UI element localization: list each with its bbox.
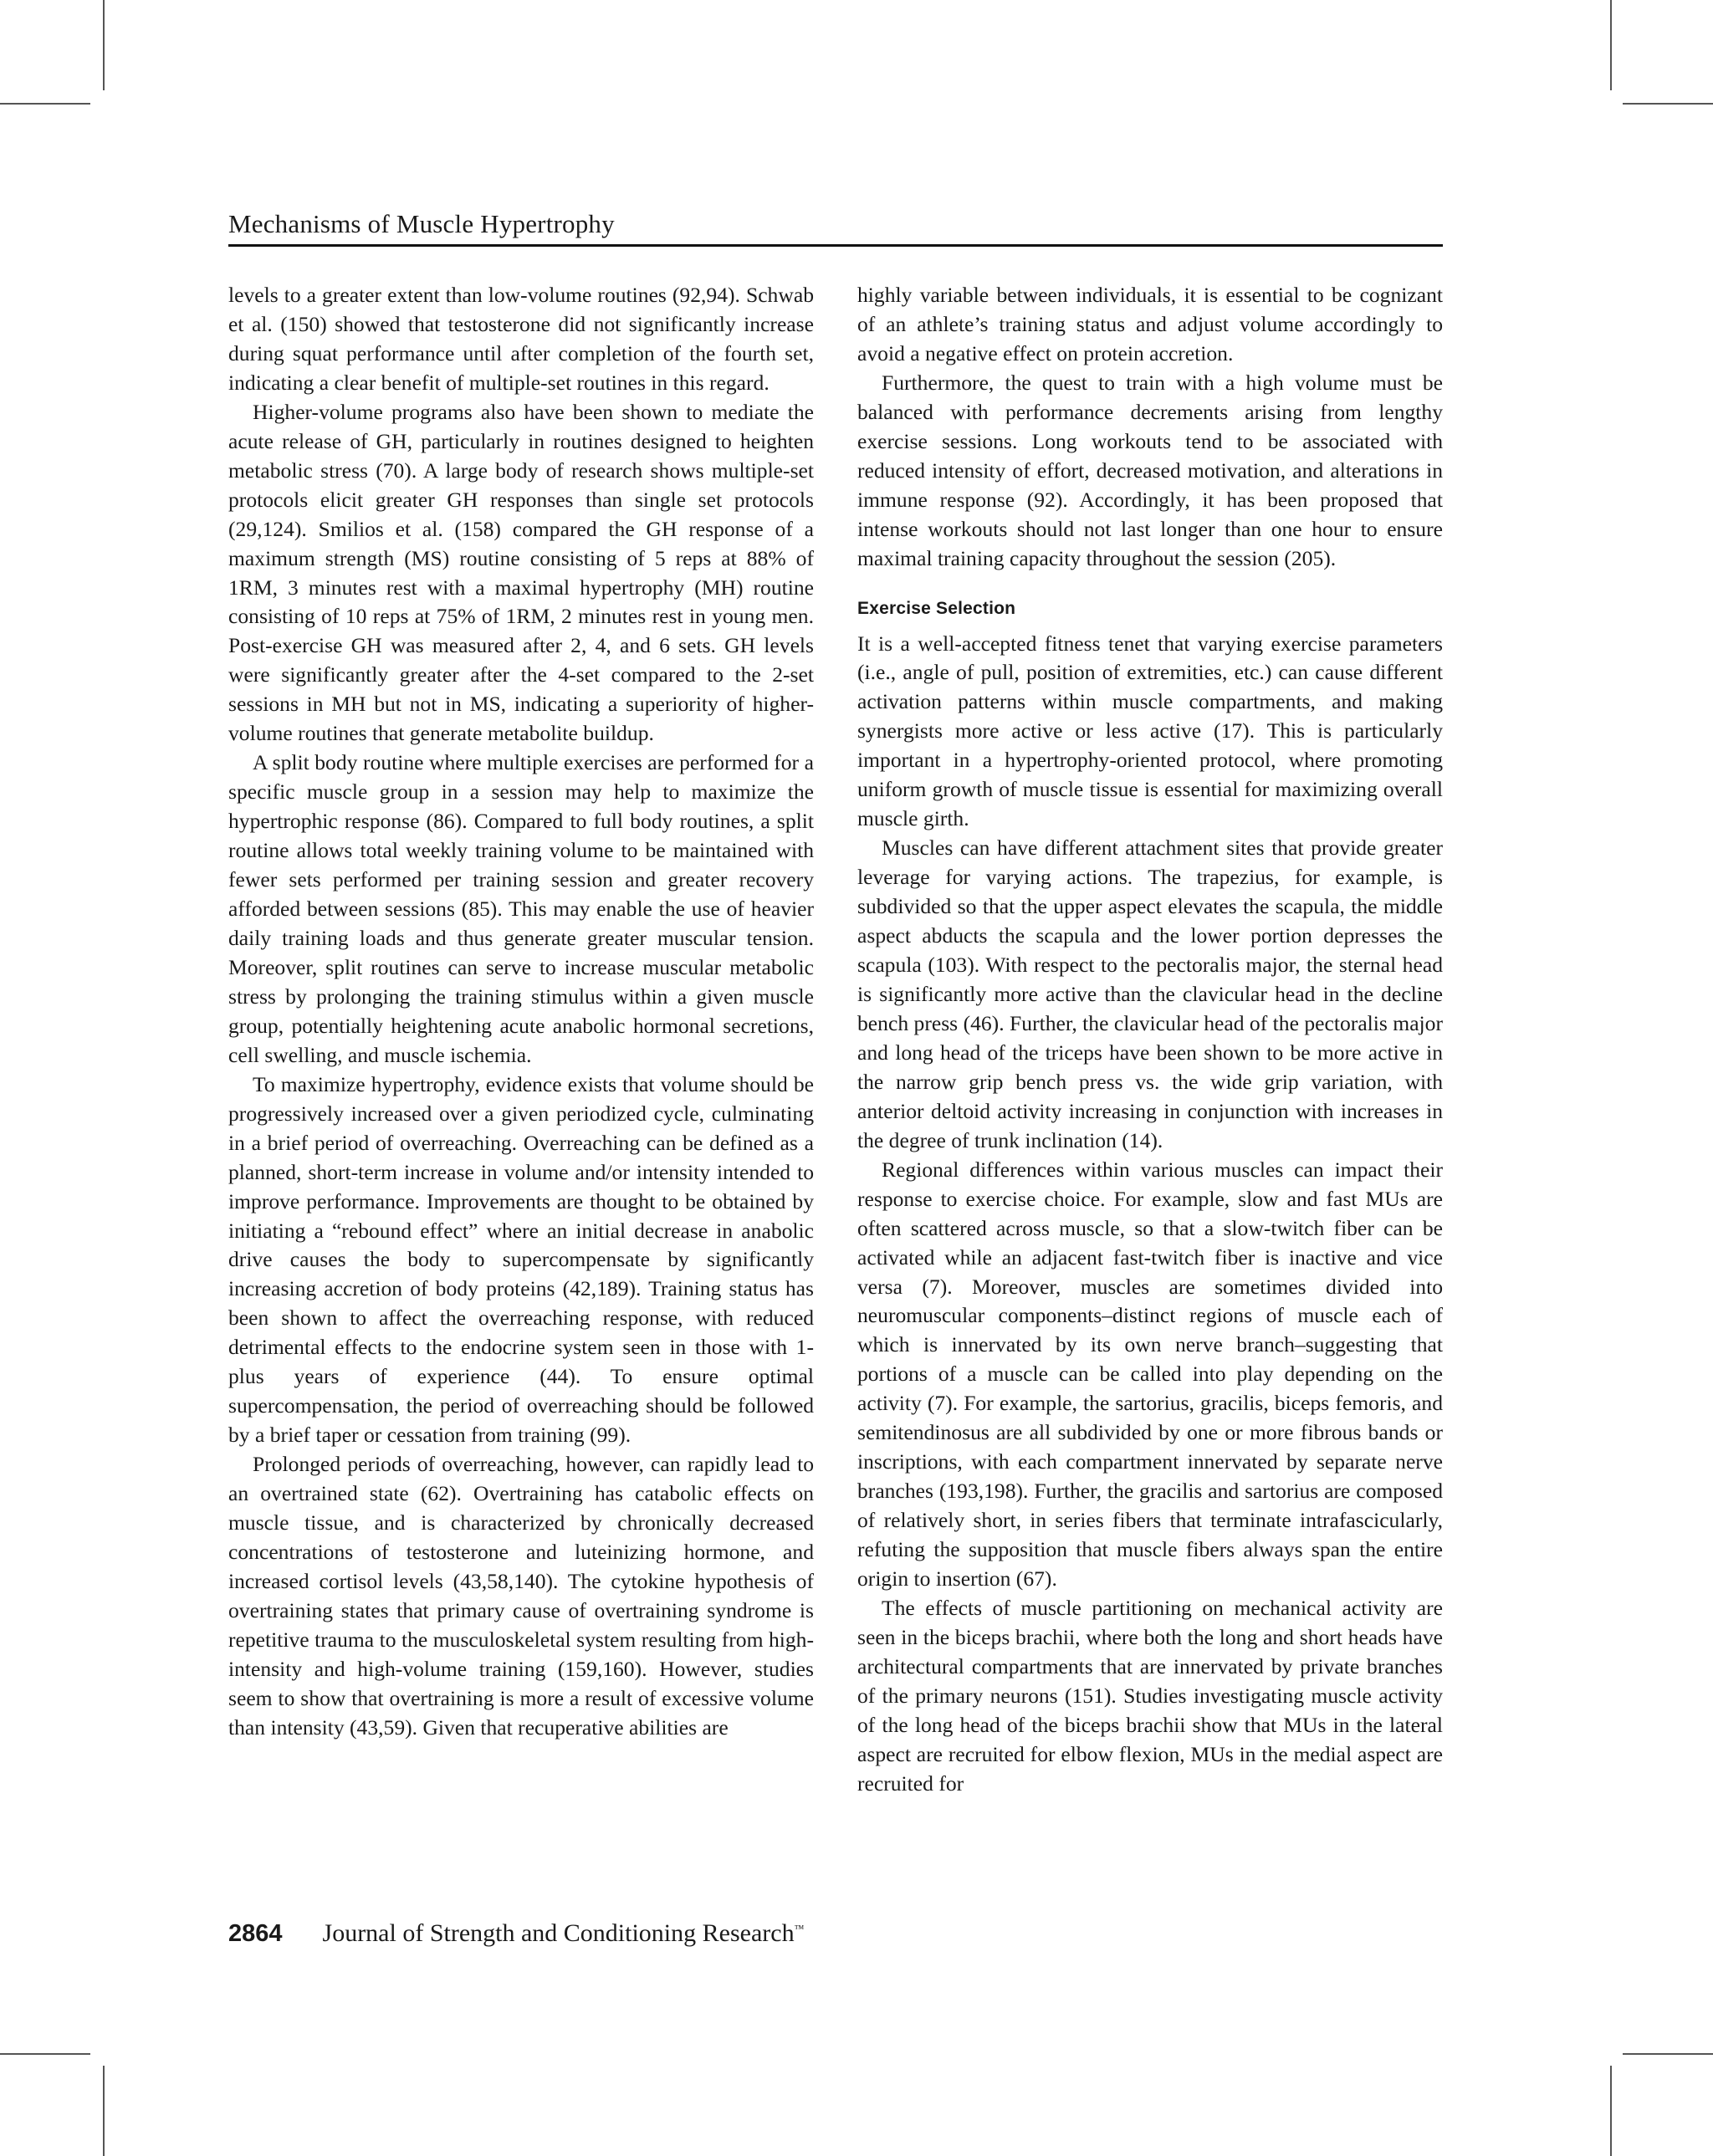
running-head: Mechanisms of Muscle Hypertrophy xyxy=(228,209,615,238)
crop-mark xyxy=(103,2066,105,2156)
crop-mark xyxy=(1623,2053,1713,2055)
paragraph: Furthermore, the quest to train with a high volume must be balanced with performance decrements arising from lengthy exercise sessions. Long workouts tend to be associated with reduced intensity of effort, decreased motivation, and alterations in immune response (92). Accordingly, it has been proposed that intense workouts should not last longer than one hour to ensure maximal training capacity throughout the session (205). xyxy=(857,370,1443,570)
right-column xyxy=(857,281,1443,1799)
paragraph: Prolonged periods of overreaching, however, can rapidly lead to an overtrained state (62). Overtraining has catabolic effects on muscle tissue, and is characterized by chronically decreased concentrations of testosterone and luteinizing hormone, and increased cortisol levels (43,58,140). The cytokine hypothesis of overtraining states that primary cause of overtraining syndrome is repetitive trauma to the musculoskeletal system resulting from high-intensity and high-volume training (159,160). However, studies seem to show that overtraining is more a result of excessive volume than intensity (43,59). Given that recuperative abilities are xyxy=(228,1452,814,1740)
crop-mark xyxy=(0,103,90,105)
paragraph: Higher-volume programs also have been shown to mediate the acute release of GH, particularly in routines designed to heighten metabolic stress (70). A large body of research shows multiple-set protocols elicit greater GH responses than single set protocols (29,124). Smilios et al. (158) compared the GH response of a maximum strength (MS) routine consisting of 5 reps at 88% of 1RM, 3 minutes rest with a maximal hypertrophy (MH) routine consisting of 10 reps at 75% of 1RM, 2 minutes rest in young men. Post-exercise GH was measured after 2, 4, and 6 sets. GH levels were significantly greater after the 4-set compared to the 2-set sessions in MH but not in MS, indicating a superiority of higher-volume routines that generate metabolite buildup. xyxy=(228,399,814,746)
journal-name xyxy=(323,1919,805,1948)
left-column xyxy=(228,281,814,1743)
crop-mark xyxy=(1610,0,1612,90)
paragraph: Regional differences within various muscles can impact their response to exercise choice. For example, slow and fast MUs are often scattered across muscle, so that a slow-twitch fiber can be activated while an adjacent fast-twitch fiber is inactive and vice versa (7). Moreover, muscles are sometimes divided into neuromuscular components–distinct regions of muscle each of which is innervated by its own nerve branch–suggesting that portions of a muscle can be called into play depending on the activity (7). For example, the sartorius, gracilis, biceps femoris, and semitendinosus are all subdivided by one or more fibrous bands or inscriptions, with each compartment innervated by separate nerve branches (193,198). Further, the gracilis and sartorius are composed of relatively short, in series fibers that terminate intrafascicularly, refuting the supposition that muscle fibers always span the entire origin to insertion (67). xyxy=(857,1157,1443,1591)
section-heading: Exercise Selection xyxy=(857,598,1016,618)
journal-title: Journal of Strength and Conditioning Research xyxy=(322,1919,795,1947)
paragraph: highly variable between individuals, it is essential to be cognizant of an athlete’s training status and adjust volume accordingly to avoid a negative effect on protein accretion. xyxy=(857,283,1443,365)
paragraph: The effects of muscle partitioning on mechanical activity are seen in the biceps brachii, where both the long and short heads have architectural compartments that are innervated by private branches of the primary neurons (151). Studies investigating muscle activity of the long head of the biceps brachii show that MUs in the lateral aspect are recruited for elbow flexion, MUs in the medial aspect are recruited for xyxy=(857,1595,1443,1796)
header-rule xyxy=(228,244,1443,247)
crop-mark xyxy=(103,0,105,90)
trademark-mark: ™ xyxy=(794,1923,805,1934)
paragraph: levels to a greater extent than low-volume routines (92,94). Schwab et al. (150) showed that testosterone did not significantly increase during squat performance until after completion of the fourth set, indicating a clear benefit of multiple-set routines in this regard. xyxy=(228,283,814,395)
crop-mark xyxy=(1623,103,1713,105)
paragraph: To maximize hypertrophy, evidence exists that volume should be progressively increased over a given periodized cycle, culminating in a brief period of overreaching. Overreaching can be defined as a planned, short-term increase in volume and/or intensity intended to improve performance. Improvements are thought to be obtained by initiating a “rebound effect” where an initial decrease in anabolic drive causes the body to supercompensate by significantly increasing accretion of body proteins (42,189). Training status has been shown to affect the overreaching response, with reduced detrimental effects to the endocrine system seen in those with 1-plus years of experience (44). To ensure optimal supercompensation, the period of overreaching should be followed by a brief taper or cessation from training (99). xyxy=(228,1071,814,1448)
paragraph: It is a well-accepted fitness tenet that varying exercise parameters (i.e., angle of pull, position of extremities, etc.) can cause different activation patterns within muscle compartments, and making synergists more active or less active (17). This is particularly important in a hypertrophy-oriented protocol, where promoting uniform growth of muscle tissue is essential for maximizing overall muscle girth. xyxy=(857,631,1443,831)
page-number: 2864 xyxy=(228,1920,283,1947)
paragraph: A split body routine where multiple exercises are performed for a specific muscle group in a session may help to maximize the hypertrophic response (86). Compared to full body routines, a split routine allows total weekly training volume to be maintained with fewer sets performed per training session and greater recovery afforded between sessions (85). This may enable the use of heavier daily training loads and thus generate greater muscular tension. Moreover, split routines can serve to increase muscular metabolic stress by prolonging the training stimulus within a given muscle group, potentially heightening acute anabolic hormonal secretions, cell swelling, and muscle ischemia. xyxy=(228,750,814,1067)
paragraph: Muscles can have different attachment sites that provide greater leverage for varying actions. The trapezius, for example, is subdivided so that the upper aspect elevates the scapula, the middle aspect abducts the scapula and the lower portion depresses the scapula (103). With respect to the pectoralis major, the sternal head is significantly more active than the clavicular head in the decline bench press (46). Further, the clavicular head of the pectoralis major and long head of the triceps have been shown to be more active in the narrow grip bench press vs. the wide grip variation, with anterior deltoid activity increasing in conjunction with increases in the degree of trunk inclination (14). xyxy=(857,835,1443,1152)
crop-mark xyxy=(1610,2066,1612,2156)
crop-mark xyxy=(0,2053,90,2055)
page-footer xyxy=(228,1919,804,1956)
